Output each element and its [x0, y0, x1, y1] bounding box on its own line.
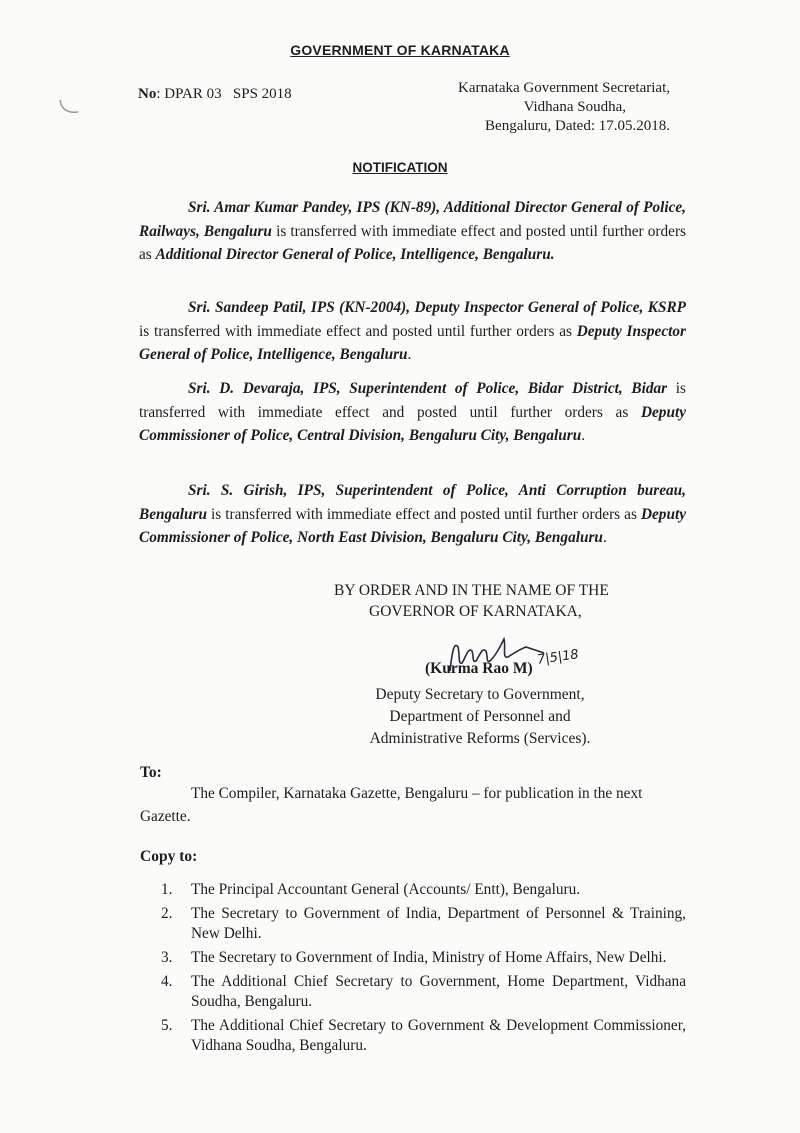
list-item-text: The Additional Chief Secretary to Government & Development Commissioner, Vidhana Soudha, Bengaluru. [191, 1017, 686, 1054]
officer-new-post: Additional Director General of Police, Intelligence, Bengaluru. [155, 246, 555, 263]
designation-line-1: Deputy Secretary to Government, [375, 686, 585, 703]
transfer-paragraph-4 [139, 479, 686, 550]
address-line-1: Karnataka Government Secretariat, [458, 80, 670, 96]
to-label: To: [140, 764, 162, 781]
designation-line-3: Administrative Reforms (Services). [369, 730, 591, 747]
officer-current-post: Sri. Amar Kumar Pandey, IPS (KN-89), Additional Director General of Police, Railways, Bengaluru [139, 199, 686, 240]
issuing-address [430, 79, 670, 136]
list-item-number: 3. [161, 949, 173, 966]
transfer-text: is transferred with immediate effect and posted until further orders as [139, 322, 577, 340]
copy-to-label: Copy to: [140, 848, 198, 865]
order-clause [320, 580, 660, 622]
transfer-paragraph-3 [139, 377, 686, 448]
officer-new-post: Deputy Commissioner of Police, Central Division, Bengaluru City, Bengaluru [139, 403, 686, 444]
transfer-text: is transferred with immediate effect and posted until further orders as [207, 505, 641, 523]
copy-to-list [161, 880, 686, 1060]
signatory-name: (Kurma Rao M) [425, 660, 533, 677]
list-item-text: The Principal Accountant General (Accounts/ Entt), Bengaluru. [191, 881, 581, 898]
order-line-2: GOVERNOR OF KARNATAKA, [369, 603, 582, 620]
to-recipient: The Compiler, Karnataka Gazette, Bengaluru – for publication in the next Gazette. [140, 785, 643, 825]
list-item-number: 2. [161, 905, 173, 922]
list-item [161, 880, 686, 900]
list-item-number: 1. [161, 881, 173, 898]
officer-current-post: Sri. D. Devaraja, IPS, Superintendent of Police, Bidar District, Bidar [188, 380, 668, 397]
signature-date: 7|5|18 [536, 647, 580, 668]
transfer-paragraph-1 [139, 196, 686, 267]
document-header: GOVERNMENT OF KARNATAKA [290, 42, 510, 58]
transfer-text-end: . [581, 427, 586, 444]
transfer-text-end: . [602, 529, 607, 546]
address-line-3: Bengaluru, Dated: 17.05.2018. [485, 118, 670, 134]
reference-number [138, 86, 292, 103]
list-item-number: 5. [161, 1017, 173, 1034]
list-item-text: The Secretary to Government of India, Department of Personnel & Training, New Delhi. [191, 905, 686, 942]
officer-new-post: Deputy Commissioner of Police, North East Division, Bengaluru City, Bengaluru [139, 505, 686, 546]
list-item [161, 1016, 686, 1056]
designation-line-2: Department of Personnel and [389, 708, 571, 725]
address-line-2: Vidhana Soudha, [523, 99, 626, 115]
transfer-text-end: . [407, 346, 412, 363]
notification-title: NOTIFICATION [352, 160, 448, 175]
transfer-text: is transferred with immediate effect and posted until further orders as [139, 380, 686, 421]
officer-current-post: Sri. Sandeep Patil, IPS (KN-2004), Deputy Inspector General of Police, KSRP [188, 299, 686, 316]
list-item-text: The Secretary to Government of India, Ministry of Home Affairs, New Delhi. [191, 949, 667, 966]
reference-value: : DPAR 03 SPS 2018 [156, 86, 292, 102]
transfer-paragraph-2 [139, 296, 686, 367]
list-item [161, 972, 686, 1012]
transfer-text: is transferred with immediate effect and posted until further orders as [139, 222, 686, 263]
officer-current-post: Sri. S. Girish, IPS, Superintendent of Police, Anti Corruption bureau, Bengaluru [139, 482, 686, 523]
signatory-designation [330, 684, 630, 750]
list-item-number: 4. [161, 973, 173, 990]
list-item [161, 948, 686, 968]
officer-new-post: Deputy Inspector General of Police, Intelligence, Bengaluru [139, 322, 686, 363]
list-item-text: The Additional Chief Secretary to Government, Home Department, Vidhana Soudha, Bengaluru. [191, 973, 686, 1010]
punch-hole-mark-icon [56, 94, 82, 120]
reference-label: No [138, 86, 157, 102]
order-line-1: BY ORDER AND IN THE NAME OF THE [334, 582, 609, 599]
list-item [161, 904, 686, 944]
